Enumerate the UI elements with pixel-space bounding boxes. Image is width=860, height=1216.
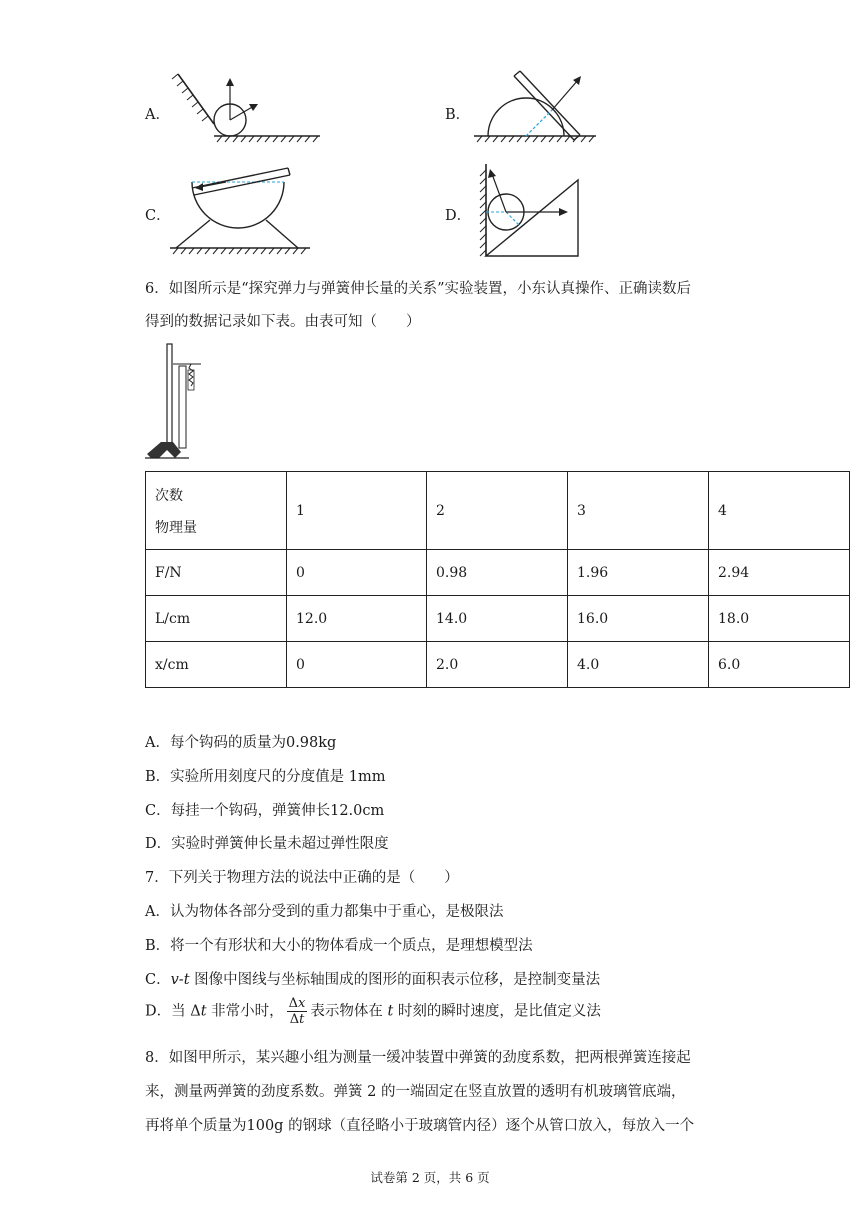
table-row — [146, 550, 850, 596]
q6-option-a: A．每个钩码的质量为0.98kg — [145, 735, 337, 751]
frac-den-delta: Δ — [289, 1012, 300, 1027]
table-corner-cell — [146, 472, 287, 550]
frac-num-delta: Δ — [288, 996, 299, 1011]
option-a-label: A． — [145, 107, 170, 123]
q7-stem: 7．下列关于物理方法的说法中正确的是（ ） — [145, 870, 459, 886]
table-cell: 12.0 — [287, 596, 427, 642]
q6-option-c: C．每挂一个钩码，弹簧伸长12.0cm — [145, 803, 385, 819]
data-table — [145, 471, 850, 688]
q6-option-b: B．实验所用刻度尺的分度值是 1mm — [145, 769, 386, 785]
table-cell: 2.0 — [427, 642, 568, 688]
q8-stem-line2: 来，测量两弹簧的劲度系数。弹簧 2 的一端固定在竖直放置的透明有机玻璃管底端， — [145, 1084, 686, 1100]
table-header-cell: 3 — [568, 472, 709, 550]
header-quantity-label: 物理量 — [155, 519, 197, 536]
q8-stem-line1: 8．如图甲所示，某兴趣小组为测量一缓冲装置中弹簧的劲度系数，把两根弹簧连接起 — [145, 1050, 691, 1066]
table-row — [146, 596, 850, 642]
option-c-label: C． — [145, 208, 171, 224]
q7-d-t2: t — [387, 1003, 394, 1020]
table-cell: 14.0 — [427, 596, 568, 642]
table-row — [146, 642, 850, 688]
table-cell: 0 — [287, 642, 427, 688]
q7-d-after2: 时刻的瞬时速度，是比值定义法 — [393, 1003, 601, 1020]
q6-stem-line1: 6．如图所示是“探究弹力与弹簧伸长量的关系”实验装置，小东认真操作、正确读数后 — [145, 281, 692, 297]
frac-num-var: x — [298, 996, 306, 1011]
delta-x-over-delta-t-fraction — [287, 996, 308, 1027]
table-cell: 2.94 — [709, 550, 850, 596]
q7-option-c — [145, 968, 600, 989]
table-cell: 0 — [287, 550, 427, 596]
table-cell: 1.96 — [568, 550, 709, 596]
table-header-cell: 1 — [287, 472, 427, 550]
page-footer: 试卷第 2 页，共 6 页 — [370, 1170, 490, 1185]
table-row-label: L/cm — [146, 596, 287, 642]
q7-c-prefix: C． — [145, 972, 171, 988]
spring-apparatus-diagram — [145, 342, 207, 464]
q7-c-var: v-t — [170, 972, 190, 988]
table-cell: 4.0 — [568, 642, 709, 688]
table-row-label: F/N — [146, 550, 287, 596]
q7-option-d — [145, 996, 601, 1027]
table-header-cell: 2 — [427, 472, 568, 550]
table-row-label: x/cm — [146, 642, 287, 688]
diagram-option-b — [470, 66, 600, 150]
q7-d-t: t — [200, 1003, 207, 1020]
diagram-option-a — [170, 66, 330, 150]
table-cell: 6.0 — [709, 642, 850, 688]
table-cell: 0.98 — [427, 550, 568, 596]
q7-d-after1: 表示物体在 — [310, 1003, 388, 1020]
table-header-row — [146, 472, 850, 550]
option-d-label: D． — [445, 208, 472, 224]
q8-stem-line3: 再将单个质量为100g 的钢球（直径略小于玻璃管内径）逐个从管口放入，每放入一个 — [145, 1118, 695, 1134]
header-count-label: 次数 — [155, 487, 183, 504]
table-cell: 18.0 — [709, 596, 850, 642]
diagram-option-d — [470, 160, 590, 260]
q7-option-a: A．认为物体各部分受到的重力都集中于重心，是极限法 — [145, 904, 504, 920]
table-cell: 16.0 — [568, 596, 709, 642]
table-header-cell: 4 — [709, 472, 850, 550]
diagram-option-c — [170, 160, 330, 260]
q6-option-d: D．实验时弹簧伸长量未超过弹性限度 — [145, 836, 389, 852]
q7-option-b: B．将一个有形状和大小的物体看成一个质点，是理想模型法 — [145, 938, 533, 954]
q7-d-mid: 非常小时， — [206, 1003, 284, 1020]
frac-den-var: t — [299, 1012, 305, 1027]
q7-c-text: 图像中图线与坐标轴围成的图形的面积表示位移，是控制变量法 — [189, 972, 601, 988]
option-b-label: B． — [445, 107, 471, 123]
q7-d-prefix: D．当 Δ — [145, 1003, 201, 1020]
q6-stem-line2: 得到的数据记录如下表。由表可知（ ） — [145, 314, 421, 330]
